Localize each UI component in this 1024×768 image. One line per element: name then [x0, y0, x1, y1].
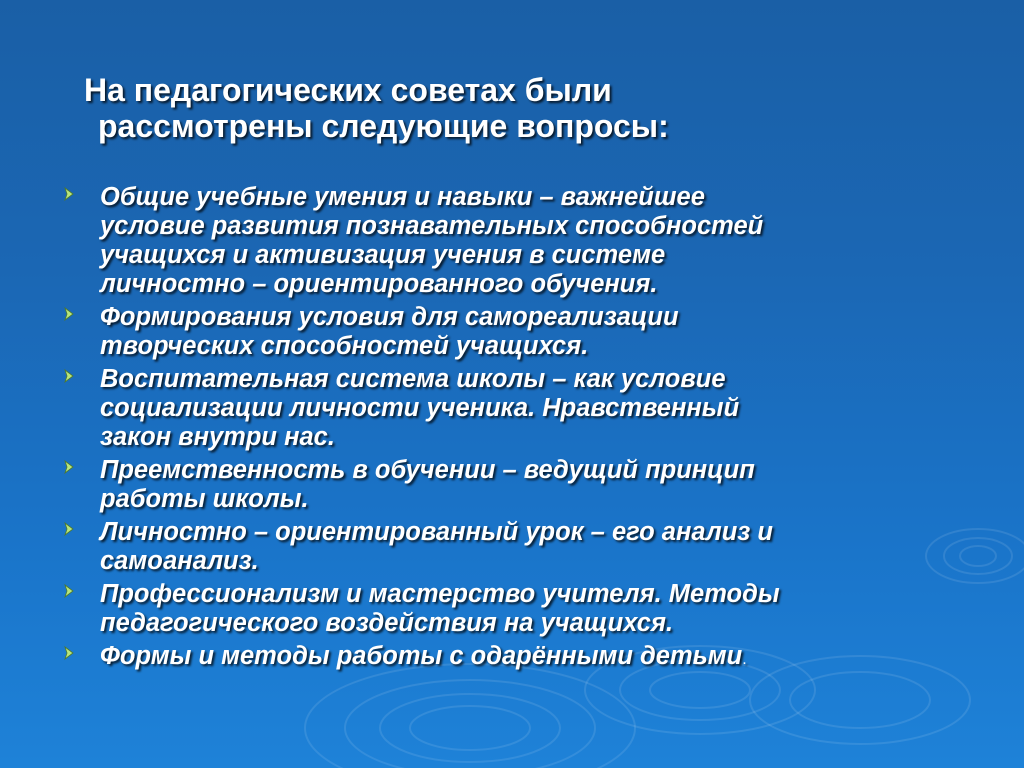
chevron-right-icon	[60, 581, 80, 601]
agenda-item-line: Формы и методы работы с одарёнными детьми	[100, 642, 743, 670]
chevron-right-icon	[60, 457, 80, 477]
agenda-item-tail: .	[742, 651, 747, 668]
agenda-item-line: социализации личности ученика. Нравственный	[100, 394, 740, 422]
agenda-item-line: Преемственность в обучении – ведущий принцип	[100, 456, 755, 484]
chevron-right-icon	[60, 519, 80, 539]
agenda-item	[58, 456, 958, 514]
chevron-right-icon	[60, 184, 80, 204]
chevron-right-icon	[60, 643, 80, 663]
agenda-item-line: педагогического воздействия на учащихся.	[100, 609, 674, 637]
agenda-item	[58, 642, 958, 674]
agenda-item-line: учащихся и активизация учения в системе	[100, 241, 666, 269]
agenda-item-line: условие развития познавательных способностей	[100, 212, 764, 240]
agenda-item-line: творческих способностей учащихся.	[100, 332, 589, 360]
agenda-item-line: личностно – ориентированного обучения.	[100, 270, 658, 298]
agenda-item	[58, 303, 958, 361]
slide-title	[84, 72, 964, 144]
agenda-item-line: Общие учебные умения и навыки – важнейшее	[100, 183, 705, 211]
agenda-item-line: Профессионализм и мастерство учителя. Методы	[100, 580, 780, 608]
agenda-item	[58, 365, 958, 452]
slide-title-line-1: На педагогических советах были	[84, 72, 612, 108]
agenda-item-line: Воспитательная система школы – как условие	[100, 365, 726, 393]
agenda-item-line: Формирования условия для самореализации	[100, 303, 679, 331]
agenda-bullet-list	[58, 183, 958, 678]
chevron-right-icon	[60, 366, 80, 386]
agenda-item	[58, 518, 958, 576]
agenda-item	[58, 580, 958, 638]
slide-title-line-2: рассмотрены следующие вопросы:	[98, 108, 669, 144]
agenda-item-line: закон внутри нас.	[100, 423, 335, 451]
agenda-item-line: работы школы.	[100, 485, 309, 513]
agenda-item-line: Личностно – ориентированный урок – его анализ и	[100, 518, 773, 546]
agenda-item-line: самоанализ.	[100, 547, 259, 575]
agenda-item	[58, 183, 958, 299]
chevron-right-icon	[60, 304, 80, 324]
